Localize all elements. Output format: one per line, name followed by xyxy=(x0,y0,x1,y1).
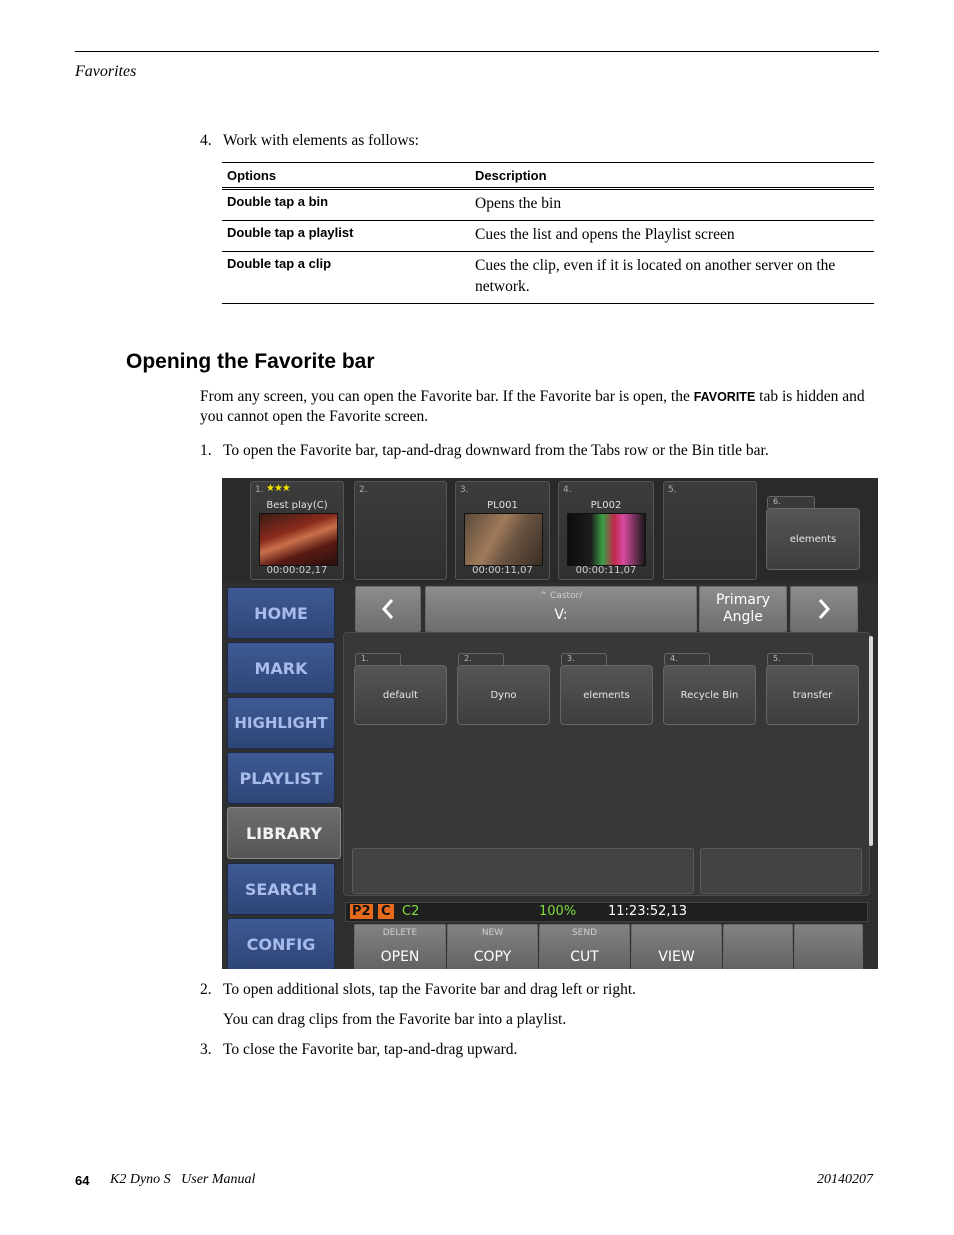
step-number: 3. xyxy=(200,1041,212,1058)
options-table xyxy=(222,162,874,304)
page-number: 64 xyxy=(75,1173,90,1188)
info-panel-right xyxy=(700,848,862,894)
slot-number: 4. xyxy=(563,485,572,495)
favorite-keyword: FAVORITE xyxy=(693,390,756,404)
step-number: 4. xyxy=(200,132,212,149)
bin-folder[interactable] xyxy=(560,665,653,725)
angle-label-line2: Angle xyxy=(723,609,763,625)
nav-playlist-button[interactable]: PLAYLIST xyxy=(227,752,335,804)
blank-button-1[interactable] xyxy=(723,924,793,969)
bin-folder[interactable] xyxy=(457,665,550,725)
clip-timecode: 00:00:02,17 xyxy=(266,565,328,576)
primary-label: OPEN xyxy=(380,949,420,965)
view-button[interactable] xyxy=(631,924,722,969)
intro-paragraph xyxy=(200,387,870,427)
clip-title: Best play(C) xyxy=(266,500,328,511)
fav-slot-5[interactable] xyxy=(663,481,757,580)
manual-title: K2 Dyno S User Manual xyxy=(110,1172,256,1187)
favorite-bar[interactable] xyxy=(222,478,878,583)
section-heading: Opening the Favorite bar xyxy=(126,350,375,373)
timecode-readout: 11:23:52,13 xyxy=(608,904,688,919)
bin-name: default xyxy=(382,689,419,701)
path-bar[interactable] xyxy=(425,586,697,632)
primary-label: CUT xyxy=(570,949,599,965)
path-current: V: xyxy=(554,607,568,623)
scrollbar[interactable] xyxy=(869,636,873,846)
fav-slot-4[interactable] xyxy=(558,481,654,580)
channel-c2-label: C2 xyxy=(402,904,420,919)
column-header-description: Description xyxy=(470,163,874,189)
bin-name: elements xyxy=(583,689,630,701)
copy-new-button[interactable] xyxy=(447,924,538,969)
table-row xyxy=(222,189,874,221)
step-text: To open the Favorite bar, tap-and-drag downward from the Tabs row or the Bin title bar. xyxy=(223,442,769,459)
status-bar xyxy=(345,902,868,922)
step-2-note: You can drag clips from the Favorite bar into a playlist. xyxy=(223,1011,567,1028)
running-head: Favorites xyxy=(75,63,137,80)
playlist-title: PL002 xyxy=(590,500,622,511)
folder-tab: 4. xyxy=(664,653,710,665)
option-cell: Double tap a clip xyxy=(222,252,470,304)
bin-name: transfer xyxy=(792,689,833,701)
open-delete-button[interactable] xyxy=(354,924,446,969)
nav-search-button[interactable]: SEARCH xyxy=(227,863,335,915)
folder-tab: 3. xyxy=(561,653,607,665)
slot-number: 5. xyxy=(668,485,677,495)
forward-button[interactable] xyxy=(790,586,858,632)
slot-number: 2. xyxy=(359,485,368,495)
step-text: Work with elements as follows: xyxy=(223,132,419,149)
table-header-row xyxy=(222,163,874,189)
step-text: To open additional slots, tap the Favorite bar and drag left or right. xyxy=(223,981,637,998)
nav-highlight-button[interactable]: HIGHLIGHT xyxy=(227,697,335,749)
bin-folder[interactable] xyxy=(354,665,447,725)
intro-text-after: tab is hidden and you cannot open the Favorite screen. xyxy=(200,388,865,425)
header-rule xyxy=(75,51,879,52)
bin-name: Recycle Bin xyxy=(680,689,739,701)
playlist-thumbnail xyxy=(567,513,646,566)
fav-slot-2[interactable] xyxy=(354,481,447,580)
info-panel-left xyxy=(352,848,694,894)
angle-label-line1: Primary xyxy=(715,592,771,608)
step-number: 1. xyxy=(200,442,212,459)
clip-thumbnail xyxy=(259,513,338,566)
step-number: 2. xyxy=(200,981,212,998)
folder-tab: 1. xyxy=(355,653,401,665)
rating-stars-icon: ★★★ xyxy=(266,483,290,494)
channel-c-badge: C xyxy=(378,904,394,919)
primary-label: VIEW xyxy=(658,949,695,965)
option-cell: Double tap a bin xyxy=(222,189,470,221)
channel-p2-badge: P2 xyxy=(352,904,371,919)
nav-library-button[interactable]: LIBRARY xyxy=(227,807,341,859)
table-row xyxy=(222,221,874,252)
playlist-title: PL001 xyxy=(487,500,518,511)
bin-folder[interactable] xyxy=(663,665,756,725)
document-date: 20140207 xyxy=(817,1172,873,1187)
folder-tab: 6. xyxy=(767,496,815,508)
speed-percent: 100% xyxy=(539,904,577,919)
cut-send-button[interactable] xyxy=(539,924,630,969)
playlist-thumbnail xyxy=(464,513,543,566)
secondary-label: SEND xyxy=(571,928,598,938)
blank-button-2[interactable] xyxy=(794,924,863,969)
bin-name: Dyno xyxy=(490,689,517,701)
playlist-timecode: 00:00:11,07 xyxy=(575,565,637,576)
path-parent: ^ Castor/ xyxy=(539,591,583,601)
table-row xyxy=(222,252,874,304)
playlist-timecode: 00:00:11,07 xyxy=(472,565,533,576)
slot-number: 3. xyxy=(460,485,469,495)
option-cell: Double tap a playlist xyxy=(222,221,470,252)
bin-list-area xyxy=(343,632,870,896)
step-text: To close the Favorite bar, tap-and-drag upward. xyxy=(223,1041,518,1058)
description-cell: Opens the bin xyxy=(470,189,874,221)
chevron-left-icon xyxy=(380,598,396,620)
fav-slot-3[interactable] xyxy=(455,481,550,580)
fav-slot-1[interactable] xyxy=(250,481,344,580)
bin-folder[interactable] xyxy=(766,665,859,725)
library-screenshot xyxy=(222,478,878,969)
folder-tab: 5. xyxy=(767,653,813,665)
folder-tab: 2. xyxy=(458,653,504,665)
description-cell: Cues the clip, even if it is located on another server on the network. xyxy=(470,252,874,304)
back-button[interactable] xyxy=(355,586,421,632)
description-cell: Cues the list and opens the Playlist screen xyxy=(470,221,874,252)
nav-mark-button[interactable]: MARK xyxy=(227,642,335,694)
folder-label: elements xyxy=(789,533,837,545)
angle-button[interactable] xyxy=(699,586,787,632)
intro-text-before: From any screen, you can open the Favorite bar. If the Favorite bar is open, the xyxy=(200,388,694,405)
column-header-options: Options xyxy=(222,163,470,189)
secondary-label: DELETE xyxy=(382,928,418,938)
primary-label: COPY xyxy=(473,949,512,965)
chevron-right-icon xyxy=(816,598,832,620)
secondary-label: NEW xyxy=(481,928,504,938)
fav-slot-6-folder[interactable] xyxy=(766,508,860,570)
nav-config-button[interactable]: CONFIG xyxy=(227,918,335,969)
slot-number: 1. xyxy=(255,485,264,495)
nav-home-button[interactable]: HOME xyxy=(227,587,335,639)
